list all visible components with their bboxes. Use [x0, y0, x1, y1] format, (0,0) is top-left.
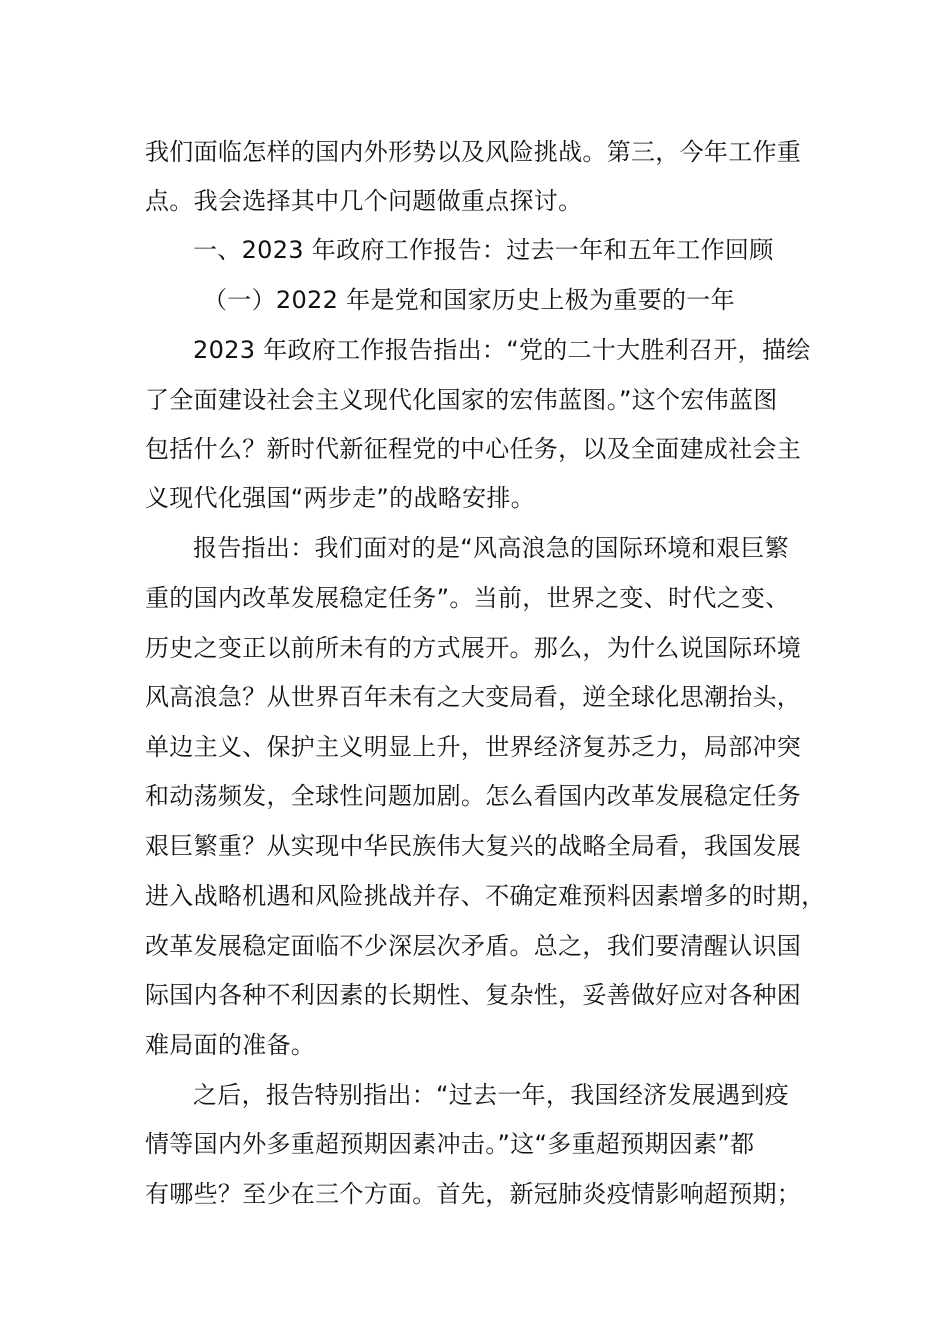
text-line: 情等国内外多重超预期因素冲击。”这“多重超预期因素”都	[145, 1130, 755, 1158]
text-line: 我们面临怎样的国内外形势以及风险挑战。第三，今年工作重	[145, 138, 802, 166]
subsection-heading: （一）2022 年是党和国家历史上极为重要的一年	[203, 286, 735, 314]
text-line: 历史之变正以前所未有的方式展开。那么，为什么说国际环境	[145, 634, 802, 662]
text-line: 单边主义、保护主义明显上升，世界经济复苏乏力，局部冲突	[145, 733, 802, 761]
text-line: 难局面的准备。	[145, 1031, 316, 1059]
text-line: 改革发展稳定面临不少深层次矛盾。总之，我们要清醒认识国	[145, 932, 802, 960]
text-line: 点。我会选择其中几个问题做重点探讨。	[145, 187, 583, 215]
text-line: 际国内各种不利因素的长期性、复杂性，妥善做好应对各种困	[145, 981, 802, 1009]
text-line: 2023 年政府工作报告指出：“党的二十大胜利召开，描绘	[193, 336, 811, 364]
text-line: 有哪些？至少在三个方面。首先，新冠肺炎疫情影响超预期；	[145, 1180, 802, 1208]
text-line: 义现代化强国“两步走”的战略安排。	[145, 484, 535, 512]
text-line: 风高浪急？从世界百年未有之大变局看，逆全球化思潮抬头，	[145, 683, 802, 711]
text-line: 重的国内改革发展稳定任务”。当前，世界之变、时代之变、	[145, 584, 790, 612]
text-line: 进入战略机遇和风险挑战并存、不确定难预料因素增多的时期，	[145, 882, 825, 910]
text-line: 包括什么？新时代新征程党的中心任务，以及全面建成社会主	[145, 435, 802, 463]
text-line: 和动荡频发，全球性问题加剧。怎么看国内改革发展稳定任务	[145, 782, 802, 810]
section-heading: 一、2023 年政府工作报告：过去一年和五年工作回顾	[193, 236, 774, 264]
text-line: 艰巨繁重？从实现中华民族伟大复兴的战略全局看，我国发展	[145, 832, 802, 860]
text-line: 了全面建设社会主义现代化国家的宏伟蓝图。”这个宏伟蓝图	[145, 386, 778, 414]
text-line: 之后，报告特别指出：“过去一年，我国经济发展遇到疫	[193, 1081, 789, 1109]
text-line: 报告指出：我们面对的是“风高浪急的国际环境和艰巨繁	[193, 534, 789, 562]
